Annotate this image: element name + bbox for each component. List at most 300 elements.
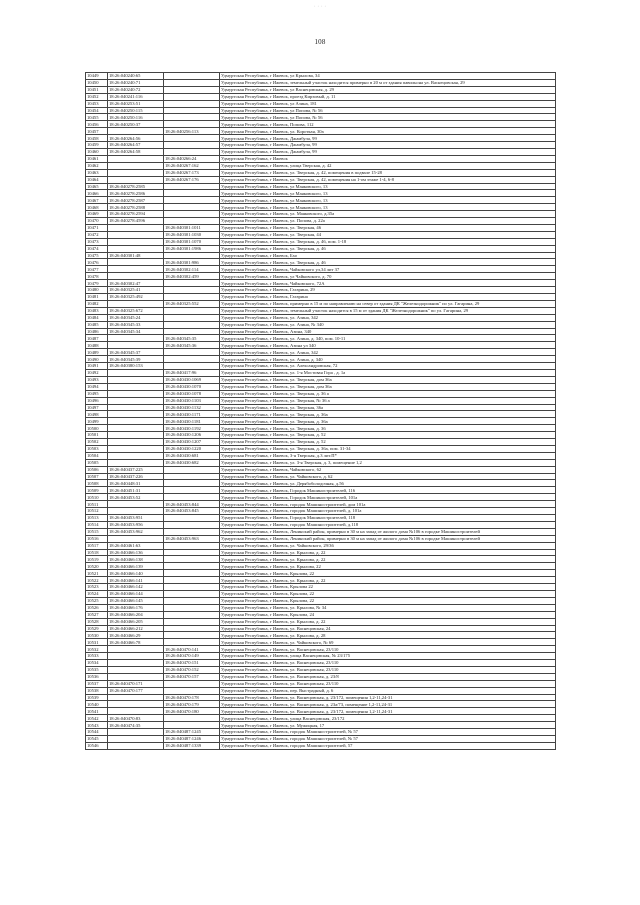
row-number-cell: 10488 [86, 342, 108, 349]
table-row [86, 314, 556, 321]
row-number-cell: 10528 [86, 618, 108, 625]
table-row [86, 618, 556, 625]
related-cadastral-cell [164, 280, 220, 287]
table-row [86, 542, 556, 549]
related-cadastral-cell [164, 480, 220, 487]
row-number-cell: 10476 [86, 259, 108, 266]
address-cell: Удмуртская Республика, г Ижевск, ул Маяковского, 13 [220, 190, 556, 197]
address-cell: Удмуртская Республика, г Ижевск, ул. Азина, № 340 [220, 321, 556, 328]
related-cadastral-cell: 18:26:040430:1078 [164, 390, 220, 397]
cadastral-number-cell: 18:26:040466:29 [108, 632, 164, 639]
row-number-cell: 10540 [86, 701, 108, 708]
related-cadastral-cell [164, 604, 220, 611]
row-number-cell: 10462 [86, 162, 108, 169]
related-cadastral-cell [164, 211, 220, 218]
address-cell: Удмуртская Республика, г Ижевск, ул. Тверская, д. 36 а [220, 390, 556, 397]
table-row [86, 736, 556, 743]
cadastral-number-cell [108, 701, 164, 708]
related-cadastral-cell: 18:26:040266:24 [164, 155, 220, 162]
related-cadastral-cell [164, 515, 220, 522]
cadastral-number-cell [108, 238, 164, 245]
address-cell: Удмуртская Республика, г Ижевск, ул. Тверская, дом 36а [220, 376, 556, 383]
address-cell: Удмуртская Республика, г Ижевск, ул. 1-я Мостовая Гора , д. 1а [220, 369, 556, 376]
related-cadastral-cell [164, 473, 220, 480]
table-row [86, 459, 556, 466]
header-mark: · · · · [313, 4, 327, 10]
table-row [86, 570, 556, 577]
related-cadastral-cell [164, 563, 220, 570]
cadastral-number-cell: 18:26:040466:138 [108, 556, 164, 563]
related-cadastral-cell [164, 466, 220, 473]
cadastral-number-cell [108, 335, 164, 342]
table-row [86, 321, 556, 328]
cadastral-number-cell: 18:26:040453:962 [108, 528, 164, 535]
related-cadastral-cell [164, 93, 220, 100]
cadastral-number-cell [108, 736, 164, 743]
row-number-cell: 10484 [86, 314, 108, 321]
table-row [86, 280, 556, 287]
table-row [86, 356, 556, 363]
row-number-cell: 10490 [86, 356, 108, 363]
table-row [86, 162, 556, 169]
table-row [86, 128, 556, 135]
related-cadastral-cell [164, 328, 220, 335]
cadastral-number-cell [108, 169, 164, 176]
related-cadastral-cell: 18:26:040345:35 [164, 335, 220, 342]
related-cadastral-cell: 18:26:040430:1207 [164, 439, 220, 446]
related-cadastral-cell: 18:26:040302:459 [164, 273, 220, 280]
row-number-cell: 10470 [86, 218, 108, 225]
row-number-cell: 10502 [86, 439, 108, 446]
row-number-cell: 10531 [86, 639, 108, 646]
row-number-cell: 10467 [86, 197, 108, 204]
cadastral-number-cell: 18:26:040240:71 [108, 79, 164, 86]
address-cell: Удмуртская Республика, г Ижевск, улица Тверская, д. 42 [220, 162, 556, 169]
address-cell: Удмуртская Республика, г Ижевск, ул Маяковского, 13 [220, 204, 556, 211]
row-number-cell: 10481 [86, 294, 108, 301]
address-cell: Удмуртская Республика, г Ижевск, ул. Тверская, д. 46 [220, 259, 556, 266]
row-number-cell: 10519 [86, 556, 108, 563]
cadastral-number-cell [108, 369, 164, 376]
cadastral-number-cell: 18:26:040453:956 [108, 521, 164, 528]
cadastral-number-cell: 18:26:040264:58 [108, 148, 164, 155]
related-cadastral-cell [164, 321, 220, 328]
address-cell: Удмуртская Республика, г Ижевск, ул. Азина, 342 [220, 349, 556, 356]
related-cadastral-cell [164, 73, 220, 80]
row-number-cell: 10513 [86, 515, 108, 522]
address-cell: Удмуртская Республика, г Ижевск, Бхо [220, 252, 556, 259]
address-cell: Удмуртская Республика, г Ижевск, ул. Азина, 342 [220, 314, 556, 321]
address-cell: Удмуртская Республика, г Ижевск, ул. Тверская, д. 42, помещения на 1-ом этаже 1-4, 6-8 [220, 176, 556, 183]
related-cadastral-cell [164, 121, 220, 128]
row-number-cell: 10493 [86, 376, 108, 383]
table-row [86, 294, 556, 301]
cadastral-number-cell [108, 245, 164, 252]
table-row [86, 501, 556, 508]
address-cell: Удмуртская Республика, г Ижевск, Джамбула, 99 [220, 135, 556, 142]
row-number-cell: 10518 [86, 549, 108, 556]
table-row [86, 508, 556, 515]
related-cadastral-cell [164, 487, 220, 494]
related-cadastral-cell [164, 349, 220, 356]
address-cell: Удмуртская Республика, г Ижевск, примерно в 15 м по направлению на север от здания ДК "Железнодорожник" по ул. Гагарина, 29 [220, 300, 556, 307]
cadastral-number-cell: 18:26:040474:35 [108, 722, 164, 729]
address-cell: Удмуртская Республика, г Ижевск, ул. Чайковского, д. 62 [220, 473, 556, 480]
address-cell: Удмуртская Республика, г Ижевск, ул. Крылова, д. 22 [220, 618, 556, 625]
related-cadastral-cell: 18:26:040267:162 [164, 162, 220, 169]
row-number-cell: 10449 [86, 73, 108, 80]
cadastral-number-cell: 18:26:040301:48 [108, 252, 164, 259]
cadastral-number-cell [108, 452, 164, 459]
row-number-cell: 10509 [86, 487, 108, 494]
table-row [86, 224, 556, 231]
related-cadastral-cell: 18:26:040430:1103 [164, 397, 220, 404]
cadastral-number-cell: 18:26:040241:116 [108, 93, 164, 100]
table-row [86, 328, 556, 335]
cadastral-number-cell [108, 459, 164, 466]
row-number-cell: 10489 [86, 349, 108, 356]
cadastral-number-cell: 18:26:040466:136 [108, 549, 164, 556]
row-number-cell: 10494 [86, 383, 108, 390]
table-row [86, 742, 556, 749]
related-cadastral-cell [164, 107, 220, 114]
row-number-cell: 10536 [86, 673, 108, 680]
address-cell: Удмуртская Республика, г Ижевск, Гагарина, 29 [220, 287, 556, 294]
cadastral-number-cell: 18:26:040470:177 [108, 687, 164, 694]
row-number-cell: 10505 [86, 459, 108, 466]
table-row [86, 418, 556, 425]
address-cell: Удмуртская Республика, г Ижевск, Чайковского, 72А [220, 280, 556, 287]
address-cell: Удмуртская Республика, г Ижевск, Городок Машиностроителей, 116 [220, 487, 556, 494]
address-cell: Удмуртская Республика, г Ижевск, проезд Кирзовый, д. 11 [220, 93, 556, 100]
row-number-cell: 10492 [86, 369, 108, 376]
row-number-cell: 10474 [86, 245, 108, 252]
related-cadastral-cell [164, 197, 220, 204]
related-cadastral-cell [164, 183, 220, 190]
address-cell: Удмуртская Республика, г Ижевск, Крылова, 24 [220, 611, 556, 618]
address-cell: Удмуртская Республика, г Ижевск, ул. Васнецовская, д. 23/172, помещения 1,2-11,24-31 [220, 694, 556, 701]
row-number-cell: 10469 [86, 211, 108, 218]
cadastral-number-cell: 18:26:040345:33 [108, 321, 164, 328]
table-row [86, 211, 556, 218]
cadastral-number-cell: 18:26:040278:2586 [108, 190, 164, 197]
related-cadastral-cell [164, 218, 220, 225]
address-cell: Удмуртская Республика, г Ижевск, пер. Выстрадный, д. 6 [220, 687, 556, 694]
address-cell: Удмуртская Республика, г Ижевск, ул. Васнецовская, 23/110 [220, 646, 556, 653]
cadastral-number-cell [108, 439, 164, 446]
row-number-cell: 10504 [86, 452, 108, 459]
table-row [86, 231, 556, 238]
table-row [86, 694, 556, 701]
address-cell: Удмуртская Республика, г Ижевск, ул. Тверская, д. 36а [220, 418, 556, 425]
cadastral-number-cell: 18:26:040250:115 [108, 107, 164, 114]
row-number-cell: 10486 [86, 328, 108, 335]
row-number-cell: 10525 [86, 597, 108, 604]
row-number-cell: 10510 [86, 494, 108, 501]
related-cadastral-cell [164, 687, 220, 694]
related-cadastral-cell: 18:26:040301:1986 [164, 245, 220, 252]
related-cadastral-cell: 18:26:040430:1070 [164, 383, 220, 390]
cadastral-number-cell [108, 666, 164, 673]
cadastral-number-cell: 18:26:040278:4596 [108, 218, 164, 225]
row-number-cell: 10544 [86, 729, 108, 736]
table-row [86, 445, 556, 452]
related-cadastral-cell: 18:26:040470:149 [164, 653, 220, 660]
row-number-cell: 10515 [86, 528, 108, 535]
address-cell: Удмуртская Республика, г Ижевск, ул. Тверская, д. 46 [220, 245, 556, 252]
table-row [86, 660, 556, 667]
table-row [86, 487, 556, 494]
row-number-cell: 10457 [86, 128, 108, 135]
address-cell: Удмуртская Республика, г Ижевск, ул. Тверская, д. 42, помещения в подвале 15-28 [220, 169, 556, 176]
table-row [86, 190, 556, 197]
table-row [86, 383, 556, 390]
row-number-cell: 10546 [86, 742, 108, 749]
table-row [86, 411, 556, 418]
address-cell: Удмуртская Республика, г Ижевск, Чайковского, 62 [220, 466, 556, 473]
row-number-cell: 10480 [86, 287, 108, 294]
cadastral-number-cell [108, 708, 164, 715]
related-cadastral-cell [164, 79, 220, 86]
row-number-cell: 10454 [86, 107, 108, 114]
cadastral-number-cell: 18:26:040466:205 [108, 618, 164, 625]
related-cadastral-cell [164, 639, 220, 646]
related-cadastral-cell: 18:26:040267:173 [164, 169, 220, 176]
address-cell: Удмуртская Республика, г Ижевск, ул. Тверская, дом 36а [220, 383, 556, 390]
table-row [86, 135, 556, 142]
cadastral-number-cell: 18:26:040461:63 [108, 542, 164, 549]
table-row [86, 439, 556, 446]
row-number-cell: 10465 [86, 183, 108, 190]
table-row [86, 404, 556, 411]
cadastral-number-cell [108, 646, 164, 653]
cadastral-number-cell [108, 418, 164, 425]
related-cadastral-cell [164, 252, 220, 259]
row-number-cell: 10463 [86, 169, 108, 176]
cadastral-number-cell [108, 383, 164, 390]
table-row [86, 556, 556, 563]
cadastral-number-cell [108, 694, 164, 701]
address-cell: Удмуртская Республика, г Ижевск [220, 155, 556, 162]
cadastral-number-cell [108, 535, 164, 542]
table-row [86, 176, 556, 183]
cadastral-number-cell [108, 404, 164, 411]
cadastral-number-cell: 18:26:040250:116 [108, 114, 164, 121]
related-cadastral-cell [164, 521, 220, 528]
cadastral-number-cell: 18:26:040240:72 [108, 86, 164, 93]
row-number-cell: 10482 [86, 300, 108, 307]
cadastral-number-cell: 18:26:040470:83 [108, 715, 164, 722]
row-number-cell: 10523 [86, 584, 108, 591]
related-cadastral-cell [164, 204, 220, 211]
row-number-cell: 10524 [86, 590, 108, 597]
cadastral-number-cell: 18:26:040437:225 [108, 466, 164, 473]
cadastral-number-cell [108, 432, 164, 439]
cadastral-number-cell: 18:26:040380:153 [108, 363, 164, 370]
table-row [86, 549, 556, 556]
related-cadastral-cell [164, 715, 220, 722]
address-cell: Удмуртская Республика, г Ижевск, ул. Александровская, 72 [220, 363, 556, 370]
table-row [86, 535, 556, 542]
address-cell: Удмуртская Республика, г Ижевск, ул. Васнецовская, 23/110 [220, 680, 556, 687]
row-number-cell: 10459 [86, 142, 108, 149]
cadastral-number-cell [108, 176, 164, 183]
address-cell: Удмуртская Республика, г Ижевск, ул Маяковского, 13 [220, 197, 556, 204]
cadastral-number-cell [108, 376, 164, 383]
address-cell: Удмуртская Республика, г Ижевск, ул. Васнецовская, д. 23а/73, помещение 1,2-11,24-31 [220, 701, 556, 708]
related-cadastral-cell: 18:26:040417:96 [164, 369, 220, 376]
related-cadastral-cell: 18:26:040470:157 [164, 673, 220, 680]
table-row [86, 307, 556, 314]
address-cell: Удмуртская Республика, г Ижевск, городок Машиностроителей, д.118 [220, 521, 556, 528]
related-cadastral-cell: 18:26:040430:1220 [164, 445, 220, 452]
address-cell: Удмуртская Республика, г Ижевск, ул. Крылова, д. 22 [220, 577, 556, 584]
table-row [86, 273, 556, 280]
cadastral-number-cell: 18:26:040451:31 [108, 487, 164, 494]
table-row [86, 577, 556, 584]
row-number-cell: 10466 [86, 190, 108, 197]
row-number-cell: 10520 [86, 563, 108, 570]
table-row [86, 653, 556, 660]
row-number-cell: 10534 [86, 660, 108, 667]
table-row [86, 625, 556, 632]
row-number-cell: 10545 [86, 736, 108, 743]
table-row [86, 204, 556, 211]
row-number-cell: 10468 [86, 204, 108, 211]
related-cadastral-cell [164, 556, 220, 563]
related-cadastral-cell [164, 632, 220, 639]
cadastral-number-cell [108, 729, 164, 736]
row-number-cell: 10517 [86, 542, 108, 549]
table-row [86, 376, 556, 383]
row-number-cell: 10456 [86, 121, 108, 128]
cadastral-number-cell: 18:26:040264:56 [108, 135, 164, 142]
row-number-cell: 10479 [86, 280, 108, 287]
related-cadastral-cell: 18:26:040470:179 [164, 701, 220, 708]
address-cell: Удмуртская Республика, г Ижевск, Джамбула, 99 [220, 142, 556, 149]
address-cell: Удмуртская Республика, г Ижевск, ул. Тверская, 44 [220, 231, 556, 238]
table-row [86, 397, 556, 404]
table-row [86, 646, 556, 653]
cadastral-number-cell [108, 259, 164, 266]
related-cadastral-cell: 18:26:040430:681 [164, 452, 220, 459]
table-row [86, 708, 556, 715]
related-cadastral-cell [164, 577, 220, 584]
related-cadastral-cell [164, 625, 220, 632]
table-row [86, 673, 556, 680]
related-cadastral-cell: 18:26:040302:114 [164, 266, 220, 273]
row-number-cell: 10499 [86, 418, 108, 425]
table-row [86, 349, 556, 356]
related-cadastral-cell: 18:26:040430:682 [164, 459, 220, 466]
address-cell: Удмуртская Республика, г Ижевск, ул. 3-я Тверская, д. 3, помещение 1,2 [220, 459, 556, 466]
table-row [86, 335, 556, 342]
table-row [86, 86, 556, 93]
address-cell: Удмуртская Республика, г Ижевск, ул. Мужицкая, 17 [220, 722, 556, 729]
cadastral-number-cell: 18:26:040448:31 [108, 480, 164, 487]
related-cadastral-cell: 18:26:040470:141 [164, 646, 220, 653]
cadastral-number-cell [108, 390, 164, 397]
cadastral-number-cell: 18:26:040345:34 [108, 328, 164, 335]
related-cadastral-cell: 18:26:040430:1171 [164, 411, 220, 418]
address-cell: Удмуртская Республика, г Ижевск, ул. Тверская, № 36 а [220, 397, 556, 404]
address-cell: Удмуртская Республика, г Ижевск, Городок Машиностроителей, 101а [220, 494, 556, 501]
cadastral-number-cell [108, 508, 164, 515]
related-cadastral-cell: 18:26:040301:1070 [164, 238, 220, 245]
page-number: 108 [314, 38, 326, 46]
related-cadastral-cell: 18:26:040301:1030 [164, 231, 220, 238]
related-cadastral-cell: 18:26:040487:1339 [164, 742, 220, 749]
address-cell: Удмуртская Республика, г Ижевск, земельный участок находится примерно в 20 м от здания павильона ул. Васнецовская, 29 [220, 79, 556, 86]
address-cell: Удмуртская Республика, г Ижевск, ул Крылова, 34 [220, 73, 556, 80]
related-cadastral-cell [164, 294, 220, 301]
address-cell: Удмуртская Республика, г Ижевск, Чайковского ул,34 лит 37 [220, 266, 556, 273]
cadastral-number-cell [108, 162, 164, 169]
cadastral-number-cell [108, 128, 164, 135]
cadastral-number-cell: 18:26:040278:2585 [108, 183, 164, 190]
address-cell: Удмуртская Республика, г Ижевск, Гагарина [220, 294, 556, 301]
address-cell: Удмуртская Республика, г Ижевск, Ленинский район, примерно в 30 м на запад от жилого дома №106 в городке Машиностроителей [220, 528, 556, 535]
table-row [86, 584, 556, 591]
row-number-cell: 10542 [86, 715, 108, 722]
table-row [86, 528, 556, 535]
table-row [86, 452, 556, 459]
address-cell: Удмуртская Республика, г Ижевск, ул. Васнецовская, д. 23/8 [220, 673, 556, 680]
related-cadastral-cell [164, 618, 220, 625]
table-row [86, 597, 556, 604]
row-number-cell: 10450 [86, 79, 108, 86]
related-cadastral-cell: 18:26:040325:552 [164, 300, 220, 307]
address-cell: Удмуртская Республика, г Ижевск, ул. Тверская, д. 52 [220, 439, 556, 446]
table-row [86, 287, 556, 294]
cadastral-number-cell [108, 673, 164, 680]
row-number-cell: 10527 [86, 611, 108, 618]
address-cell: Удмуртская Республика, г Ижевск, Крылова 22 [220, 584, 556, 591]
cadastral-number-cell: 18:26:040453:52 [108, 494, 164, 501]
row-number-cell: 10529 [86, 625, 108, 632]
table-row [86, 79, 556, 86]
related-cadastral-cell [164, 363, 220, 370]
table-row [86, 369, 556, 376]
related-cadastral-cell [164, 722, 220, 729]
related-cadastral-cell [164, 570, 220, 577]
table-row [86, 300, 556, 307]
row-number-cell: 10497 [86, 404, 108, 411]
row-number-cell: 10516 [86, 535, 108, 542]
table-row [86, 473, 556, 480]
row-number-cell: 10498 [86, 411, 108, 418]
address-cell: Удмуртская Республика, г Ижевск, ул. Тверская, 36а [220, 404, 556, 411]
cadastral-number-cell: 18:26:040437:226 [108, 473, 164, 480]
address-cell: Удмуртская Республика, г Ижевск, улица Васнецовская, № 23/175 [220, 653, 556, 660]
related-cadastral-cell [164, 584, 220, 591]
cadastral-number-cell [108, 266, 164, 273]
cadastral-number-cell [108, 273, 164, 280]
related-cadastral-cell: 18:26:040430:1132 [164, 404, 220, 411]
table-row [86, 604, 556, 611]
registry-table [85, 72, 556, 750]
row-number-cell: 10451 [86, 86, 108, 93]
related-cadastral-cell [164, 549, 220, 556]
row-number-cell: 10533 [86, 653, 108, 660]
cadastral-number-cell: 18:26:040345:39 [108, 356, 164, 363]
related-cadastral-cell [164, 528, 220, 535]
row-number-cell: 10461 [86, 155, 108, 162]
related-cadastral-cell: 18:26:040267:176 [164, 176, 220, 183]
related-cadastral-cell: 18:26:040470:180 [164, 708, 220, 715]
cadastral-number-cell: 18:26:040345:37 [108, 349, 164, 356]
cadastral-number-cell [108, 653, 164, 660]
